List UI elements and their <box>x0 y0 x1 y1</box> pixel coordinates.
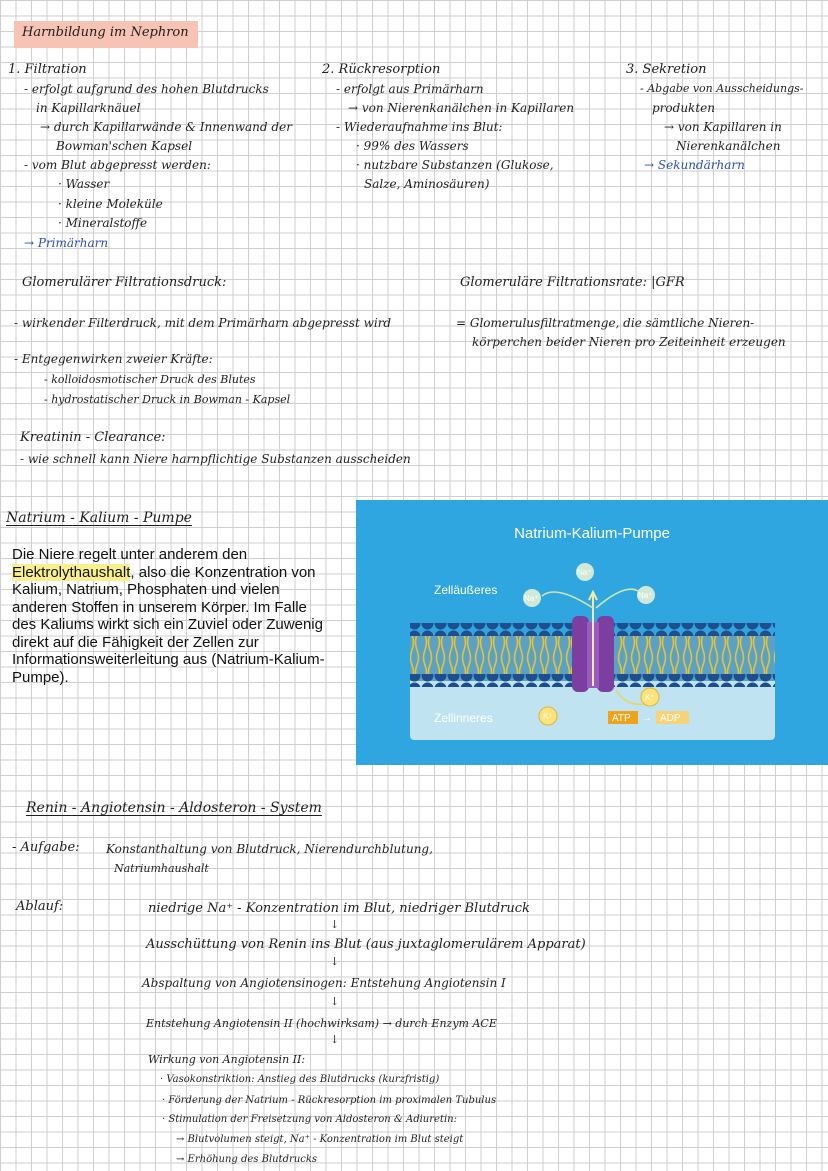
raas-effect: · Förderung der Natrium - Rückresorption im proximalen Tubulus <box>162 1095 497 1106</box>
raas-heading: Renin - Angiotensin - Aldosteron - System <box>26 800 322 816</box>
k-ion-label: K⁺ <box>543 712 553 721</box>
sekretion-line: Nierenkanälchen <box>676 139 781 153</box>
pump-protein-right <box>597 616 614 692</box>
elektrolythaushalt-highlight: Elektrolythaushalt <box>12 563 131 581</box>
raas-effect: · Stimulation der Freisetzung von Aldosteron & Adiuretin: <box>162 1114 457 1125</box>
sekretion-heading: 3. Sekretion <box>626 62 707 77</box>
diagram-title: Natrium-Kalium-Pumpe <box>514 525 670 542</box>
rueckresorption-line: - erfolgt aus Primärharn <box>336 82 484 96</box>
sekretion-line: → von Kapillaren in <box>664 120 782 134</box>
pump-diagram <box>356 500 828 765</box>
pump-diagram-svg <box>356 500 828 765</box>
raas-effect: · Vasokonstriktion: Anstieg des Blutdrucks (kurzfristig) <box>160 1074 440 1085</box>
raas-step: niedrige Na⁺ - Konzentration im Blut, niedriger Blutdruck <box>148 901 530 916</box>
filtration-line: · kleine Moleküle <box>58 197 163 211</box>
sekretion-line: produkten <box>652 101 715 115</box>
gfr-line: = Glomerulusfiltratmenge, die sämtliche Nieren- <box>456 316 755 330</box>
filtration-line: - vom Blut abgepresst werden: <box>24 158 211 172</box>
gfd-force: - kolloidosmotischer Druck des Blutes <box>44 373 256 386</box>
pump-text-after: , also die Konzentration von Kalium, Natrium, Phosphaten und vielen anderen Stoffen in unserem Körper. Im Falle des Kaliums wirkt sich ein Zuviel oder Zuwenig direkt auf die Fähigkeit der Zellen zur Informationsweiterleitung aus (Natrium-Kalium-Pumpe). <box>12 563 325 686</box>
raas-ablauf-label: Ablauf: <box>16 899 64 914</box>
filtration-line: · Wasser <box>58 177 110 191</box>
pump-description <box>12 546 332 686</box>
filtration-line: in Kapillarknäuel <box>36 101 141 115</box>
raas-task-line: Natriumhaushalt <box>114 862 209 875</box>
raas-task-line: Konstanthaltung von Blutdruck, Nierendurchblutung, <box>106 842 433 856</box>
sekretion-line: - Abgabe von Ausscheidungs- <box>640 82 804 95</box>
rueckresorption-line: → von Nierenkanälchen in Kapillaren <box>348 101 575 115</box>
na-ion-label: Na⁺ <box>638 591 653 600</box>
rueckresorption-line: · nutzbare Substanzen (Glukose, <box>356 158 554 172</box>
gfd-definition: - wirkender Filterdruck, mit dem Primärharn abgepresst wird <box>14 316 392 330</box>
pump-heading: Natrium - Kalium - Pumpe <box>6 510 192 526</box>
down-arrow: ↓ <box>330 955 340 968</box>
pump-protein-left <box>572 616 589 692</box>
filtration-heading: 1. Filtration <box>8 62 87 77</box>
inside-label: Zellinneres <box>434 711 493 725</box>
raas-result: → Erhöhung des Blutdrucks <box>176 1154 318 1165</box>
na-arrow-right <box>596 589 640 608</box>
gfr-heading: Glomeruläre Filtrationsrate: |GFR <box>460 275 685 290</box>
pump-text-before: Die Niere regelt unter anderem den <box>12 546 248 563</box>
filtration-line: · Mineralstoffe <box>58 216 148 230</box>
adp-label: ADP <box>660 713 681 724</box>
down-arrow: ↓ <box>330 1033 340 1046</box>
primaerharn-result: → Primärharn <box>24 236 109 250</box>
raas-step: Abspaltung von Angiotensinogen: Entstehung Angiotensin I <box>142 976 506 990</box>
rueckresorption-line: - Wiederaufnahme ins Blut: <box>336 120 503 134</box>
gfd-heading: Glomerulärer Filtrationsdruck: <box>22 275 227 290</box>
raas-task-label: - Aufgabe: <box>12 840 80 855</box>
rueckresorption-heading: 2. Rückresorption <box>322 62 441 77</box>
page-title: Harnbildung im Nephron <box>22 25 189 40</box>
k-ion-label: K⁺ <box>645 693 655 702</box>
filtration-line: Bowman'schen Kapsel <box>56 139 193 153</box>
kreatinin-line: - wie schnell kann Niere harnpflichtige Substanzen ausscheiden <box>20 452 411 466</box>
outside-label: Zelläußeres <box>434 583 498 597</box>
na-ion-label: Na⁺ <box>577 568 592 577</box>
down-arrow: ↓ <box>330 918 340 931</box>
gfr-line: körperchen beider Nieren pro Zeiteinheit erzeugen <box>472 335 786 349</box>
raas-effect-heading: Wirkung von Angiotensin II: <box>148 1053 306 1066</box>
filtration-line: → durch Kapillarwände & Innenwand der <box>40 120 292 134</box>
atp-adp-arrow: → <box>642 713 652 724</box>
raas-step: Entstehung Angiotensin II (hochwirksam) → durch Enzym ACE <box>146 1017 497 1030</box>
gfd-forces-heading: - Entgegenwirken zweier Kräfte: <box>14 352 213 366</box>
sekundaerharn-result: → Sekundärharn <box>644 158 745 172</box>
kreatinin-heading: Kreatinin - Clearance: <box>20 430 166 445</box>
filtration-line: - erfolgt aufgrund des hohen Blutdrucks <box>24 82 269 96</box>
gfd-force: - hydrostatischer Druck in Bowman - Kapsel <box>44 393 291 406</box>
na-arrow-left <box>542 592 593 608</box>
down-arrow: ↓ <box>330 995 340 1008</box>
na-ion-label: Na⁺ <box>524 594 539 603</box>
raas-step: Ausschüttung von Renin ins Blut (aus juxtaglomerulärem Apparat) <box>146 937 586 952</box>
rueckresorption-line: · 99% des Wassers <box>356 139 469 153</box>
rueckresorption-line: Salze, Aminosäuren) <box>364 177 490 191</box>
atp-label: ATP <box>612 713 631 724</box>
raas-result: → Blutvolumen steigt, Na⁺ - Konzentration im Blut steigt <box>176 1134 464 1145</box>
